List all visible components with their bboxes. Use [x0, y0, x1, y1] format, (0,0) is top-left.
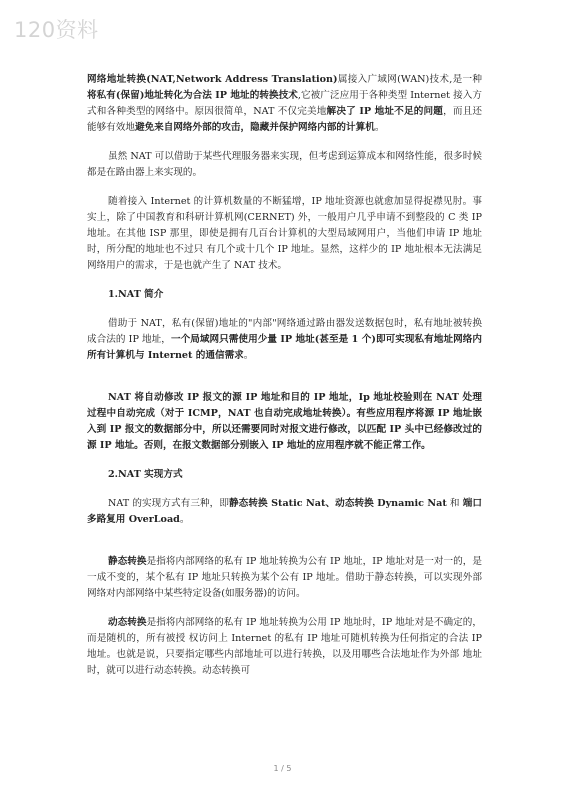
- page-number: 1 / 5: [273, 764, 292, 773]
- document-body: [87, 72, 482, 679]
- section-heading-nat-intro: 1.NAT 简介: [108, 289, 164, 300]
- paragraph-dynamic-nat: 动态转换是指将内部网络的私有 IP 地址转换为公用 IP 地址时，IP 地址对是不确定的，而是随机的，所有被授 权访问上 Internet 的私有 IP 地址可随机转换为任何指定的合法 IP 地址。也就是说，只要指定哪些内部地址可以进行转换，以及用哪些合法地址作为外部 地址时，就可以进行动态转换。动态转换可: [87, 617, 483, 676]
- paragraph-implementation-note: 虽然 NAT 可以借助于某些代理服务器来实现，但考虑到运算成本和网络性能，很多时候都是在路由器上来实现的。: [87, 151, 482, 178]
- watermark-logo: 120资料: [14, 18, 99, 42]
- paragraph-nat-auto-modify: NAT 将自动修改 IP 报文的源 IP 地址和目的 IP 地址，Ip 地址校验则在 NAT 处理过程中自动完成（对于 ICMP，NAT 也自动完成地址转换）。有些应用程序将源 IP 地址嵌入到 IP 报文的数据部分中，所以还需要同时对报文进行修改，以匹配 IP 头中已经修改过的源 IP 地址。否则，在报文数据部分别嵌入 IP 地址的应用程序就不能正常工作。: [87, 392, 482, 451]
- paragraph-nat-intro: 借助于 NAT，私有(保留)地址的"内部"网络通过路由器发送数据包时，私有地址被转换成合法的 IP 地址，一个局域网只需使用少量 IP 地址(甚至是 1 个)即可实现私有地址网络内所有计算机与 Internet 的通信需求。: [87, 318, 482, 361]
- paragraph-background: 随着接入 Internet 的计算机数量的不断猛增，IP 地址资源也就愈加显得捉襟见肘。事实上，除了中国教育和科研计算机网(CERNET) 外，一般用户几乎申请不到整段的 C 类 IP 地址。在其他 ISP 那里，即使是拥有几百台计算机的大型局域网用户，当他们申请 IP 地址时，所分配的地址也不过只 有几个或十几个 IP 地址。显然，这样少的 IP 地址根本无法满足网络用户的需求，于是也就产生了 NAT 技术。: [87, 196, 482, 271]
- paragraph-nat-methods: NAT 的实现方式有三种，即静态转换 Static Nat、动态转换 Dynamic Nat 和 端口多路复用 OverLoad。: [87, 498, 482, 525]
- section-heading-nat-methods: 2.NAT 实现方式: [108, 469, 183, 480]
- paragraph-static-nat: 静态转换是指将内部网络的私有 IP 地址转换为公有 IP 地址，IP 地址对是一对一的，是一成不变的，某个私有 IP 地址只转换为某个公有 IP 地址。借助于静态转换，可以实现外部网络对内部网络中某些特定设备(如服务器)的访问。: [87, 556, 483, 599]
- paragraph-intro: 网络地址转换(NAT,Network Address Translation)属接入广域网(WAN)技术,是一种将私有(保留)地址转化为合法 IP 地址的转换技术,它被广泛应用于各种类型 Internet 接入方式和各种类型的网络中。原因很简单，NAT 不仅完美地解决了 IP 地址不足的问题，而且还能够有效地避免来自网络外部的攻击，隐藏并保护网络内部的计算机。: [87, 74, 483, 133]
